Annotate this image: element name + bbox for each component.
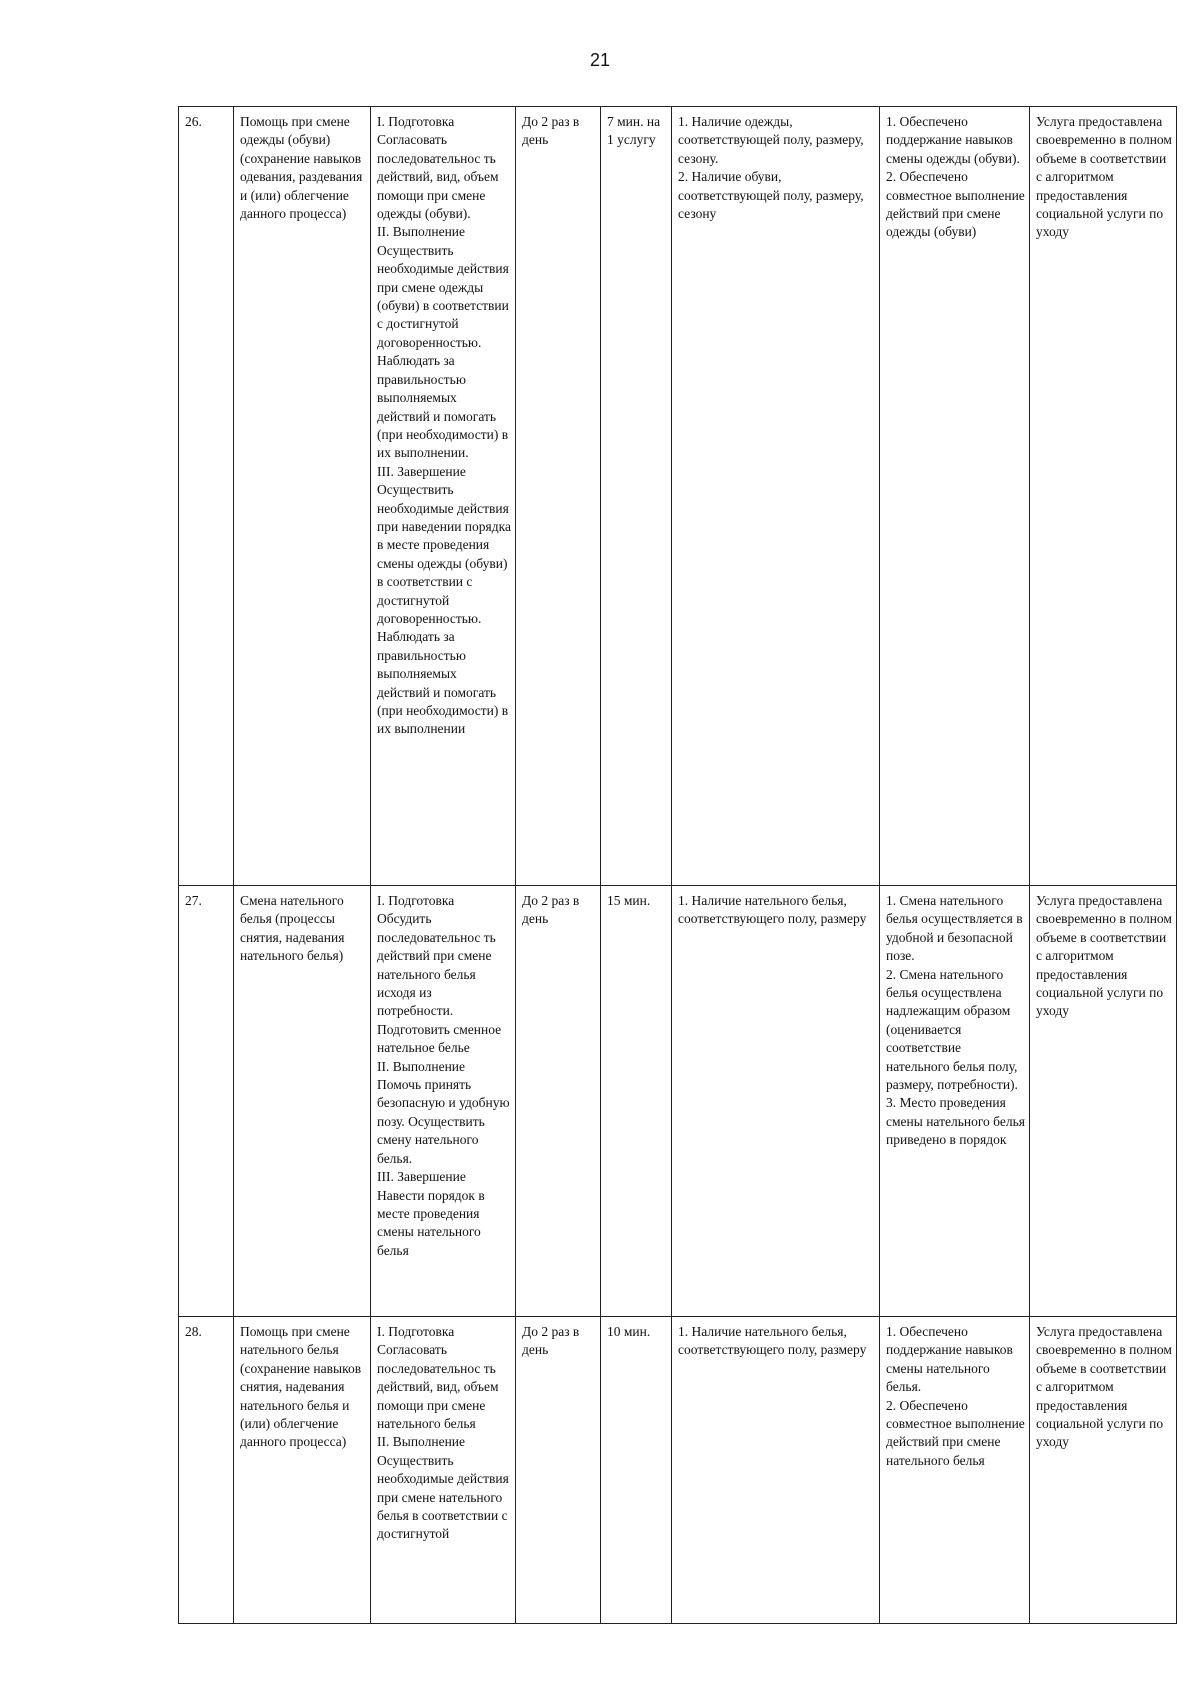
conditions-cell: 1. Наличие одежды, соответствующей полу, размеру, сезону. 2. Наличие обуви, соответствующей полу, размеру, сезону — [672, 107, 880, 886]
service-name-cell: Смена нательного белья (процессы снятия, надевания нательного белья) — [234, 886, 371, 1317]
procedure-cell: I. Подготовка Согласовать последовательнос ть действий, вид, объем помощи при смене одежды (обуви). II. Выполнение Осуществить необходимые действия при смене одежды (обуви) в соответствии с достигнутой договоренностью. Наблюдать за правильностью выполняемых действий и помогать (при необходимости) в их выполнении. III. Завершение Осуществить необходимые действия при наведении порядка в месте проведения смены одежды (обуви) в соответствии с достигнутой договоренностью. Наблюдать за правильностью выполняемых действий и помогать (при необходимости) в их выполнении — [371, 107, 516, 886]
row-number-cell: 28. — [179, 1317, 234, 1624]
service-name-cell: Помощь при смене нательного белья (сохранение навыков снятия, надевания нательного белья и (или) облегчение данного процесса) — [234, 1317, 371, 1624]
procedure-cell: I. Подготовка Согласовать последовательнос ть действий, вид, объем помощи при смене нательного белья II. Выполнение Осуществить необходимые действия при смене нательного белья в соответствии с достигнутой — [371, 1317, 516, 1624]
quality-indicators-cell: 1. Обеспечено поддержание навыков смены одежды (обуви). 2. Обеспечено совместное выполнение действий при смене одежды (обуви) — [880, 107, 1030, 886]
row-number-cell: 26. — [179, 107, 234, 886]
conditions-cell: 1. Наличие нательного белья, соответствующего полу, размеру — [672, 886, 880, 1317]
frequency-cell: До 2 раз в день — [516, 107, 601, 886]
table-row — [179, 107, 1177, 886]
result-cell: Услуга предоставлена своевременно в полном объеме в соответствии с алгоритмом предоставления социальной услуги по уходу — [1030, 107, 1177, 886]
result-cell: Услуга предоставлена своевременно в полном объеме в соответствии с алгоритмом предоставления социальной услуги по уходу — [1030, 1317, 1177, 1624]
result-cell: Услуга предоставлена своевременно в полном объеме в соответствии с алгоритмом предоставления социальной услуги по уходу — [1030, 886, 1177, 1317]
table-row — [179, 1317, 1177, 1624]
quality-indicators-cell: 1. Смена нательного белья осуществляется в удобной и безопасной позе. 2. Смена нательного белья осуществлена надлежащим образом (оценивается соответствие нательного белья полу, размеру, потребности). 3. Место проведения смены нательного белья приведено в порядок — [880, 886, 1030, 1317]
frequency-cell: До 2 раз в день — [516, 1317, 601, 1624]
table-row — [179, 886, 1177, 1317]
conditions-cell: 1. Наличие нательного белья, соответствующего полу, размеру — [672, 1317, 880, 1624]
quality-indicators-cell: 1. Обеспечено поддержание навыков смены нательного белья. 2. Обеспечено совместное выполнение действий при смене нательного белья — [880, 1317, 1030, 1624]
services-table — [178, 106, 1177, 1624]
duration-cell: 10 мин. — [601, 1317, 672, 1624]
service-name-cell: Помощь при смене одежды (обуви) (сохранение навыков одевания, раздевания и (или) облегчение данного процесса) — [234, 107, 371, 886]
duration-cell: 15 мин. — [601, 886, 672, 1317]
page-number: 21 — [589, 50, 611, 70]
duration-cell: 7 мин. на 1 услугу — [601, 107, 672, 886]
row-number-cell: 27. — [179, 886, 234, 1317]
procedure-cell: I. Подготовка Обсудить последовательнос ть действий при смене нательного белья исходя из потребности. Подготовить сменное нательное белье II. Выполнение Помочь принять безопасную и удобную позу. Осуществить смену нательного белья. III. Завершение Навести порядок в месте проведения смены нательного белья — [371, 886, 516, 1317]
frequency-cell: До 2 раз в день — [516, 886, 601, 1317]
